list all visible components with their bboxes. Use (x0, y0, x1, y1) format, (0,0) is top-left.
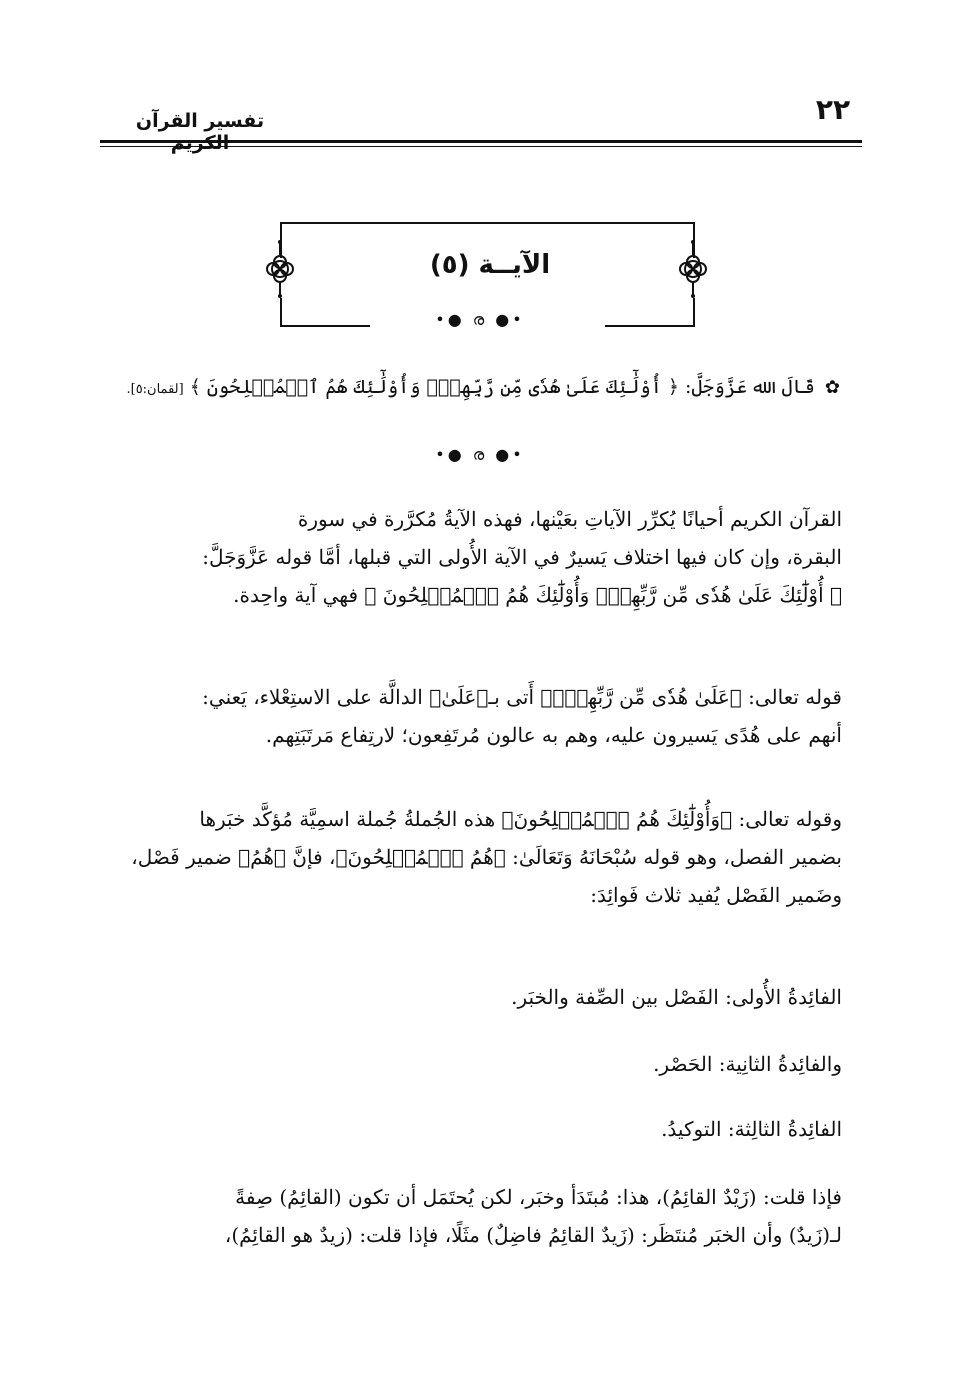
frame-bottom-left-line (280, 325, 370, 327)
paragraph (110, 678, 842, 754)
ornament-knot-icon (675, 238, 711, 300)
frame-bottom-right-line (605, 325, 695, 327)
text-line: البقرة، وإن كان فيها اختلاف يَسيرٌ في الآية الأُولى التي قبلها، أمَّا قوله عَزَّوَجَلَّ: (202, 545, 842, 569)
book-title: تفسير القرآن الكريم (135, 110, 265, 154)
verse-lead: قَالَ الله عَزَّوَجَلَّ: (685, 376, 815, 398)
text-line: والفائِدةُ الثانِية: الحَصْر. (653, 1052, 842, 1076)
frame-top-line (280, 222, 695, 224)
header-rule (100, 140, 862, 143)
paragraph (110, 1045, 842, 1083)
flower-icon: ✿ (824, 377, 840, 398)
text-line: ﴿ أُوْلَٰٓئِكَ عَلَىٰ هُدٗى مِّن رَّبِّهِمۡۖ وَأُوْلَٰٓئِكَ هُمُ ٱلۡمُفۡلِحُونَ ﴾ فهي آية واحِدة. (233, 583, 842, 607)
page-number: ٢٢ (815, 93, 851, 126)
ornament-knot-icon (262, 238, 298, 300)
text-line: وضَمير الفَصْل يُفيد ثلاث فَوائِدَ: (590, 883, 842, 907)
section-title: الآيــة (٥) (429, 250, 551, 280)
text-line: الفائِدةُ الأُولى: الفَصْل بين الصِّفة والخبَر. (511, 985, 842, 1009)
text-line: أنهم على هُدًى يَسيرون عليه، وهم به عالون مُرتَفِعون؛ لارتِفاع مَرتَبَتِهم. (265, 723, 842, 747)
frame-left-line-lower (280, 298, 282, 326)
verse-text: ﴿ أُوْلَٰٓئِكَ عَلَىٰ هُدٗى مِّن رَّبِّهِمۡۖ وَأُوْلَٰٓئِكَ هُمُ ٱلۡمُفۡلِحُونَ ﴾ (189, 376, 679, 398)
ornament-separator: •● ര ●• (435, 310, 525, 329)
paragraph (110, 978, 842, 1016)
text-line: بضمير الفصل، وهو قوله سُبْحَانَهُ وَتَعَالَىٰ: ﴿هُمُ ٱلۡمُفۡلِحُونَ﴾، فإنَّ ﴿هُمُ﴾ ضمير فَصْل، (131, 845, 842, 869)
frame-right-line-lower (693, 298, 695, 326)
paragraph (110, 800, 842, 914)
text-line: الفائِدةُ الثالِثة: التوكيدُ. (661, 1117, 842, 1141)
text-line: القرآن الكريم أحيانًا يُكرِّر الآياتِ بعَيْنها، فهذه الآيةُ مُكرَّرة في سورة (297, 507, 842, 531)
text-line: فإذا قلت: (زَيْدٌ القائِمُ)، هذا: مُبتَدَأ وخبَر، لكن يُحتَمَل أن تكون (القائِمُ) صِفةً (235, 1185, 842, 1209)
header-rule-thin (100, 146, 862, 147)
text-line: قوله تعالى: ﴿عَلَىٰ هُدٗى مِّن رَّبِّهِمۡۖ﴾ أَتى بـ﴿عَلَىٰ﴾ الدالَّة على الاستِعْلاء، يَعني: (202, 685, 842, 709)
ornament-separator: •● ര ●• (435, 445, 525, 464)
paragraph (110, 1178, 842, 1254)
verse-line (110, 376, 840, 398)
text-line: وقوله تعالى: ﴿وَأُوْلَٰٓئِكَ هُمُ ٱلۡمُفۡلِحُونَ﴾ هذه الجُملةُ جُملة اسمِيَّة مُؤكَّد خبَرها (199, 807, 842, 831)
paragraph (110, 1110, 842, 1148)
paragraph (110, 500, 842, 614)
verse-reference: [لقمان:٥]. (126, 382, 184, 397)
text-line: لـ(زَيدٌ) وأن الخبَر مُنتَظَر: (زَيدٌ القائِمُ فاضِلٌ) مثَلًا، فإذا قلت: (زيدٌ هو القائِمُ)، (224, 1223, 842, 1247)
